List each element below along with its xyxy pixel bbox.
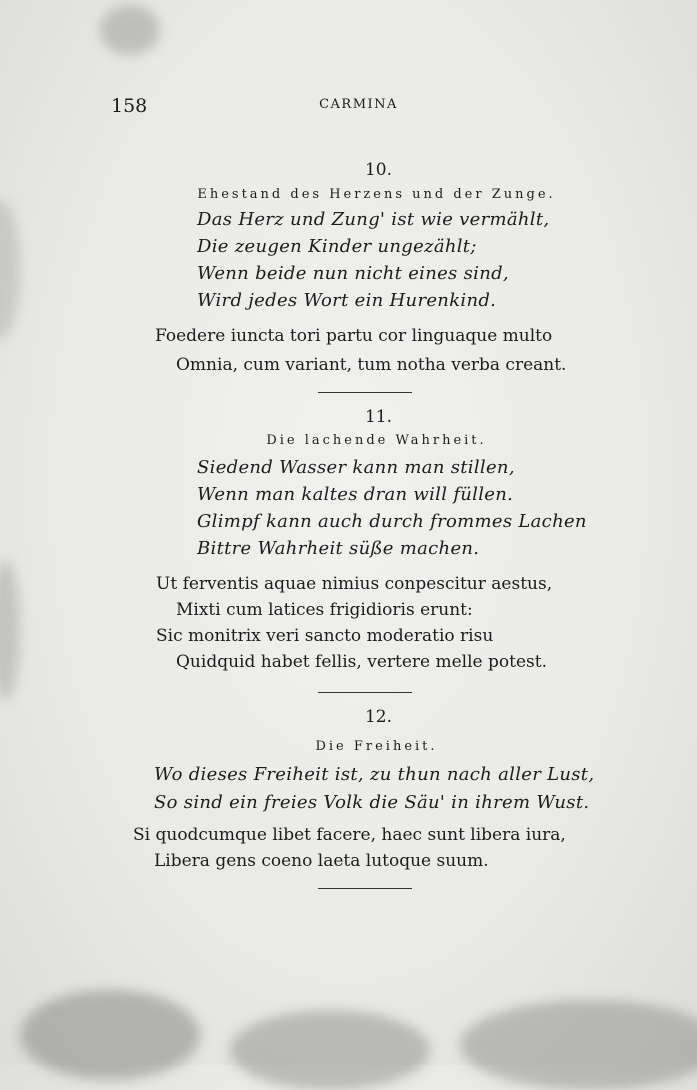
poem-title: Die Freiheit. xyxy=(315,739,438,754)
stain xyxy=(230,1010,430,1090)
latin-verse-line: Libera gens coeno laeta lutoque suum. xyxy=(154,851,489,871)
german-verse-line: Wo dieses Freiheit ist, zu thun nach aller Lust, xyxy=(154,764,595,785)
stain xyxy=(20,990,200,1080)
german-verse-line: Die zeugen Kinder ungezählt; xyxy=(197,236,477,257)
german-verse-line: Bittre Wahrheit süße machen. xyxy=(197,538,480,559)
running-title: CARMINA xyxy=(319,97,398,112)
poem-number: 12. xyxy=(364,707,393,727)
poem-number: 10. xyxy=(364,160,393,180)
german-verse-line: Wenn man kaltes dran will füllen. xyxy=(197,484,514,505)
german-verse-line: Siedend Wasser kann man stillen, xyxy=(197,457,515,478)
latin-verse-line: Foedere iuncta tori partu cor linguaque multo xyxy=(155,326,553,346)
latin-verse-line: Omnia, cum variant, tum notha verba creant. xyxy=(176,355,567,375)
latin-verse-line: Sic monitrix veri sancto moderatio risu xyxy=(156,626,494,646)
latin-verse-line: Si quodcumque libet facere, haec sunt libera iura, xyxy=(133,825,566,845)
german-verse-line: Wenn beide nun nicht eines sind, xyxy=(197,263,509,284)
german-verse-line: Glimpf kann auch durch frommes Lachen xyxy=(197,511,587,532)
stain xyxy=(100,5,160,55)
german-verse-line: Das Herz und Zung' ist wie vermählt, xyxy=(197,209,550,230)
stain xyxy=(0,200,20,340)
stain xyxy=(460,1000,697,1090)
latin-verse-line: Mixti cum latices frigidioris erunt: xyxy=(176,600,473,620)
section-divider xyxy=(318,392,412,393)
german-verse-line: So sind ein freies Volk die Säu' in ihrem Wust. xyxy=(154,792,590,813)
latin-verse-line: Quidquid habet fellis, vertere melle potest. xyxy=(176,652,547,672)
section-divider xyxy=(318,692,412,693)
stain xyxy=(0,560,20,700)
german-verse-line: Wird jedes Wort ein Hurenkind. xyxy=(197,290,497,311)
latin-verse-line: Ut ferventis aquae nimius conpescitur aestus, xyxy=(156,574,553,594)
poem-title: Die lachende Wahrheit. xyxy=(266,433,487,448)
page-number: 158 xyxy=(111,95,148,117)
poem-number: 11. xyxy=(364,407,393,427)
section-divider xyxy=(318,888,412,889)
poem-title: Ehestand des Herzens und der Zunge. xyxy=(197,187,556,202)
